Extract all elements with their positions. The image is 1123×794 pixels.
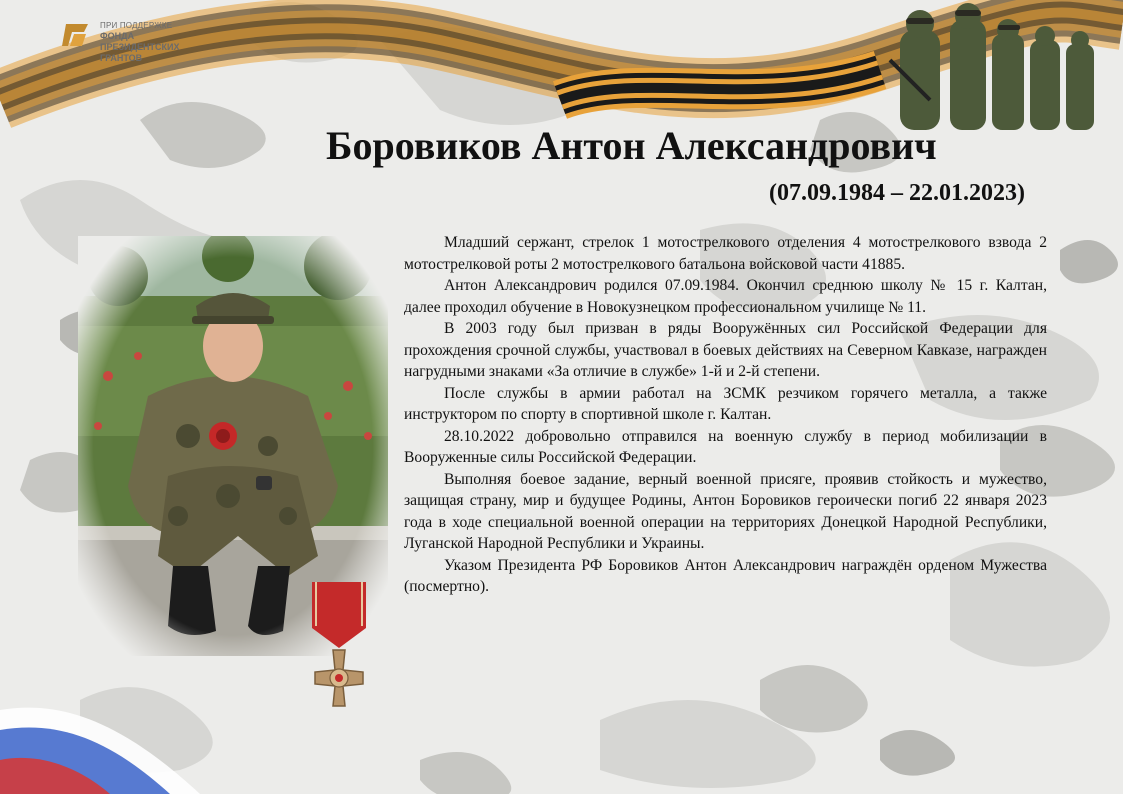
soldiers-group-image: [880, 0, 1123, 140]
person-name-title: Боровиков Антон Александрович: [326, 123, 937, 168]
logo-line-1: ПРИ ПОДДЕРЖКЕ: [100, 21, 173, 30]
bio-paragraph: Антон Александрович родился 07.09.1984. Окончил среднюю школу № 15 г. Калтан, далее проходил обучение в Новокузнецком профессиональном училище № 11.: [404, 277, 1047, 316]
logo-line-4: ГРАНТОВ: [100, 53, 143, 63]
order-of-courage-icon: [306, 582, 372, 712]
bio-paragraph: В 2003 году был призван в ряды Вооружённых сил Российской Федерации для прохождения срочной службы, участвовал в боевых действиях на Северном Кавказе, награжден нагрудными знаками «За отличие в службе» 1-й и 2-й степени.: [404, 320, 1047, 380]
bio-paragraph: 28.10.2022 добровольно отправился на военную службу в период мобилизации в Вооруженные силы Российской Федерации.: [404, 427, 1047, 466]
presidential-grants-logo-icon: [62, 20, 92, 50]
bio-paragraph: Младший сержант, стрелок 1 мотострелкового отделения 4 мотострелкового взвода 2 мотострелковой роты 2 мотострелкового батальона войсковой части 41885.: [404, 234, 1047, 273]
biography-text: [404, 232, 1047, 598]
grant-foundation-logo: [62, 20, 179, 64]
life-dates: (07.09.1984 – 22.01.2023): [769, 180, 1025, 206]
bio-paragraph: После службы в армии работал на ЗСМК резчиком горячего металла, а также инструктором по спорту в спортивной школе г. Калтан.: [404, 384, 1047, 423]
bio-paragraph: Указом Президента РФ Боровиков Антон Александрович награждён орденом Мужества (посмертно).: [404, 556, 1047, 595]
logo-line-2: ФОНДА: [100, 31, 135, 41]
logo-line-3: ПРЕЗИДЕНТСКИХ: [100, 42, 180, 52]
bio-paragraph: Выполняя боевое задание, верный военной присяге, проявив стойкость и мужество, защищая страну, мир и будущее Родины, Антон Боровиков героически погиб 22 января 2023 года в ходе специальной военной операции на территориях Донецкой Народной Республики, Луганской Народной Республики и Украины.: [404, 470, 1047, 552]
